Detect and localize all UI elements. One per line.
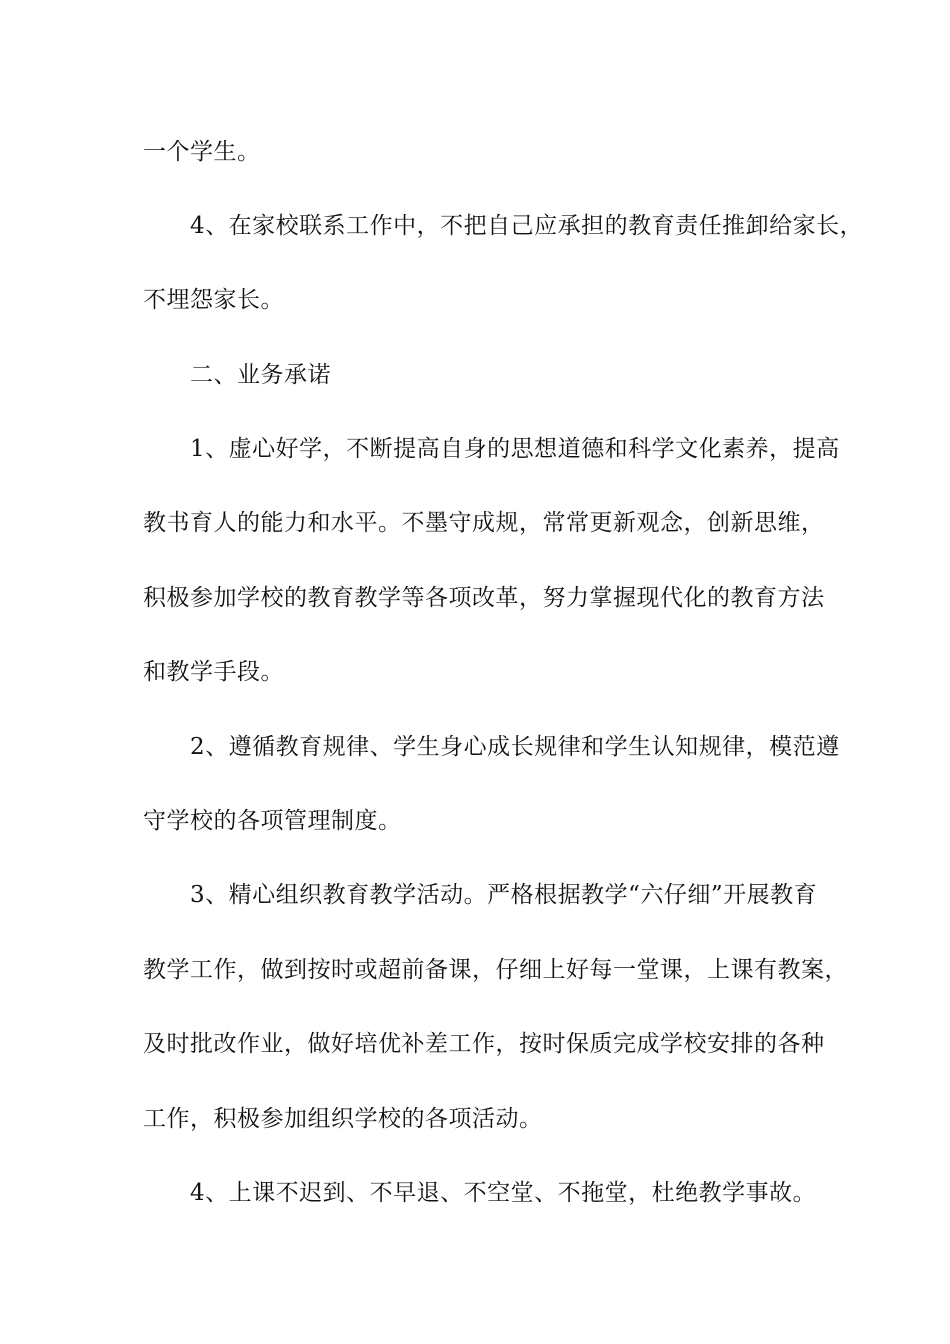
text-line: 工作，积极参加组织学校的各项活动。	[143, 1106, 543, 1132]
text-line: 2、遵循教育规律、学生身心成长规律和学生认知规律，模范遵	[190, 734, 840, 760]
text-line: 守学校的各项管理制度。	[143, 808, 402, 834]
text-line: 不埋怨家长。	[143, 287, 284, 313]
text-line: 教书育人的能力和水平。不墨守成规，常常更新观念，创新思维，	[143, 510, 825, 536]
text-line: 4、上课不迟到、不早退、不空堂、不拖堂，杜绝教学事故。	[190, 1180, 817, 1206]
text-line: 积极参加学校的教育教学等各项改革，努力掌握现代化的教育方法	[143, 585, 825, 611]
text-line: 4、在家校联系工作中，不把自己应承担的教育责任推卸给家长，	[190, 213, 864, 239]
text-line: 及时批改作业，做好培优补差工作，按时保质完成学校安排的各种	[143, 1031, 825, 1057]
text-line: 教学工作，做到按时或超前备课，仔细上好每一堂课，上课有教案，	[143, 957, 848, 983]
text-line: 1、虚心好学，不断提高自身的思想道德和科学文化素养，提高	[190, 436, 840, 462]
text-line: 一个学生。	[143, 139, 261, 165]
text-line: 3、精心组织教育教学活动。严格根据教学“六仔细”开展教育	[190, 882, 818, 908]
text-line: 和教学手段。	[143, 659, 284, 685]
section-heading: 二、业务承诺	[190, 362, 331, 388]
